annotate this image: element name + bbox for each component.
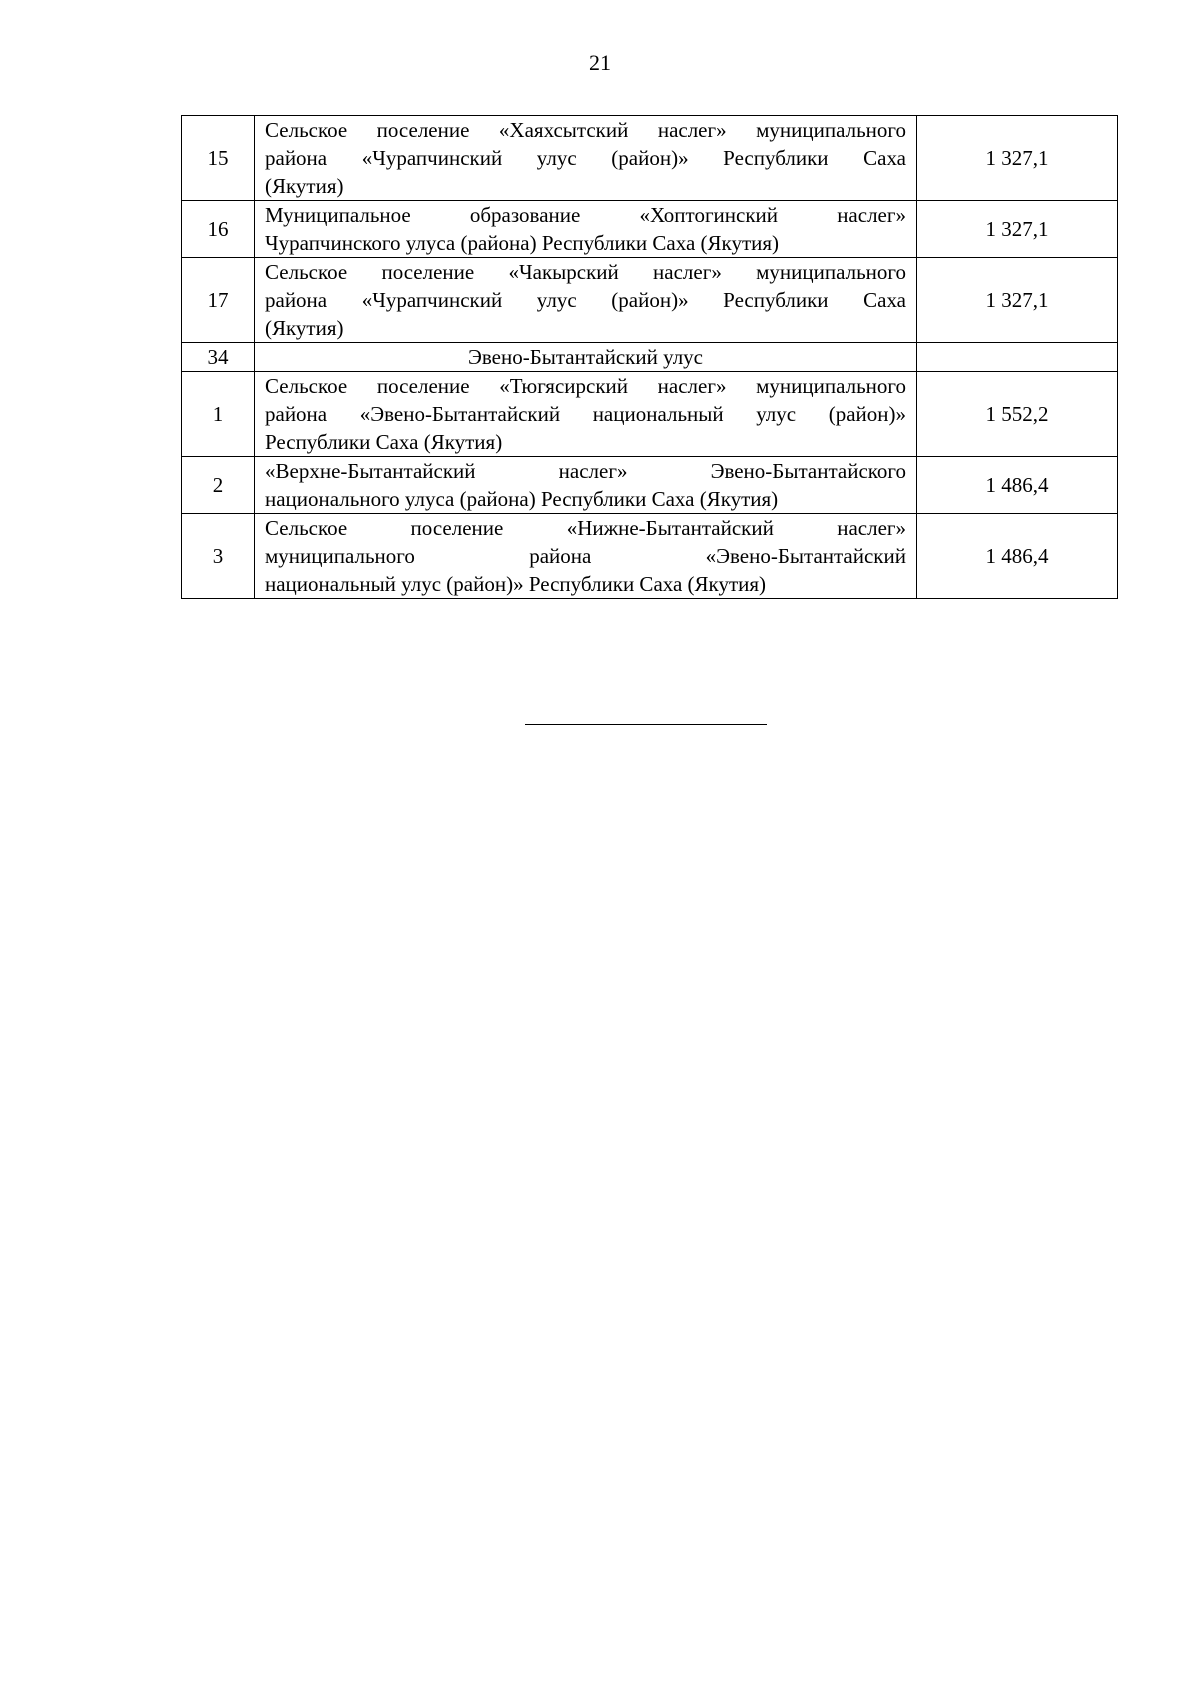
name-line: муниципального района «Эвено-Бытантайский — [265, 544, 906, 568]
name-line: Сельское поселение «Тюгясирский наслег» муниципального — [265, 374, 906, 398]
amount-cell: 1 486,4 — [917, 514, 1118, 599]
name-line: района «Эвено-Бытантайский национальный улус (район)» — [265, 402, 906, 426]
settlement-name — [255, 116, 917, 201]
table-row — [182, 116, 1118, 201]
name-line: Муниципальное образование «Хоптогинский наслег» — [265, 203, 906, 227]
district-heading: Эвено-Бытантайский улус — [255, 343, 917, 372]
page-number: 21 — [589, 50, 611, 75]
data-table — [181, 115, 1118, 599]
amount-cell: 1 327,1 — [917, 116, 1118, 201]
row-number: 3 — [182, 514, 255, 599]
amount-cell: 1 327,1 — [917, 258, 1118, 343]
row-number: 34 — [182, 343, 255, 372]
settlement-name — [255, 457, 917, 514]
name-line: национального улуса (района) Республики Саха (Якутия) — [265, 487, 779, 511]
table-row-section — [182, 343, 1118, 372]
name-line: Республики Саха (Якутия) — [265, 430, 503, 454]
name-line: Сельское поселение «Нижне-Бытантайский наслег» — [265, 516, 906, 540]
amount-cell: 1 486,4 — [917, 457, 1118, 514]
name-line: (Якутия) — [265, 174, 344, 198]
amount-cell: 1 327,1 — [917, 201, 1118, 258]
name-line: района «Чурапчинский улус (район)» Республики Саха — [265, 288, 906, 312]
settlement-name — [255, 258, 917, 343]
row-number: 1 — [182, 372, 255, 457]
name-line: Чурапчинского улуса (района) Республики Саха (Якутия) — [265, 231, 780, 255]
row-number: 17 — [182, 258, 255, 343]
name-line: (Якутия) — [265, 316, 344, 340]
settlement-name — [255, 514, 917, 599]
table-row — [182, 372, 1118, 457]
row-number: 15 — [182, 116, 255, 201]
name-line: Сельское поселение «Хаяхсытский наслег» муниципального — [265, 118, 906, 142]
amount-cell: 1 552,2 — [917, 372, 1118, 457]
table-row — [182, 457, 1118, 514]
end-of-document-rule — [525, 724, 767, 725]
name-line: национальный улус (район)» Республики Саха (Якутия) — [265, 572, 767, 596]
table-row — [182, 514, 1118, 599]
name-line: Сельское поселение «Чакырский наслег» муниципального — [265, 260, 906, 284]
name-line: района «Чурапчинский улус (район)» Республики Саха — [265, 146, 906, 170]
settlement-name — [255, 372, 917, 457]
row-number: 2 — [182, 457, 255, 514]
amount-cell — [917, 343, 1118, 372]
table-row — [182, 201, 1118, 258]
name-line: «Верхне-Бытантайский наслег» Эвено-Бытантайского — [265, 459, 906, 483]
table-row — [182, 258, 1118, 343]
settlement-name — [255, 201, 917, 258]
row-number: 16 — [182, 201, 255, 258]
